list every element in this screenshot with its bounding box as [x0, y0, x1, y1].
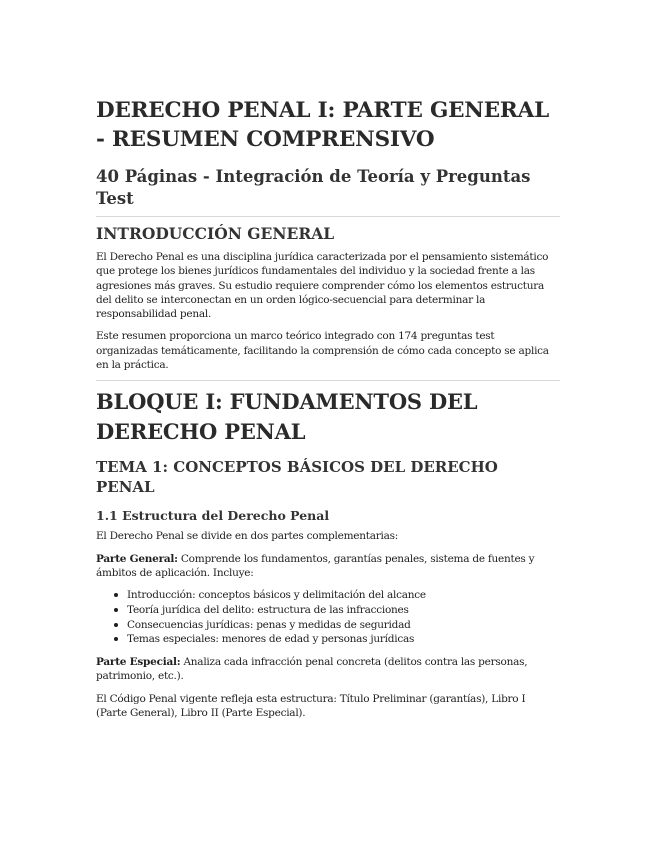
- tema-heading: TEMA 1: CONCEPTOS BÁSICOS DEL DERECHO PENAL: [96, 458, 498, 497]
- parte-general-paragraph: [96, 552, 559, 581]
- parte-especial-paragraph: [96, 655, 559, 684]
- parte-especial-label: Parte Especial:: [96, 656, 181, 669]
- parte-general-text: Comprende los fundamentos, garantías penales, sistema de fuentes y ámbitos de aplicación. Incluye:: [96, 552, 535, 579]
- block-heading: BLOQUE I: FUNDAMENTOS DEL DERECHO PENAL: [96, 389, 478, 445]
- document-title: DERECHO PENAL I: PARTE GENERAL - RESUMEN COMPRENSIVO: [96, 98, 549, 152]
- divider: [96, 216, 560, 217]
- intro-paragraph-1: El Derecho Penal es una disciplina jurídica caracterizada por el pensamiento sistemático que protege los bienes jurídicos fundamentales del individuo y la sociedad frente a las agresiones más graves. Su estudio requiere comprender cómo los elementos estructura del delito se interconectan en un orden lógico-secuencial para determinar la responsabilidad penal.: [96, 251, 549, 321]
- codigo-penal-paragraph: El Código Penal vigente refleja esta estructura: Título Preliminar (garantías), Libro I (Parte General), Libro II (Parte Especial).: [96, 692, 526, 719]
- intro-paragraph-2: Este resumen proporciona un marco teórico integrado con 174 preguntas test organizadas temáticamente, facilitando la comprensión de cómo cada concepto se aplica en la práctica.: [96, 330, 549, 372]
- parte-general-label: Parte General:: [96, 552, 178, 565]
- bullet-icon: [114, 593, 118, 597]
- divider: [96, 380, 560, 381]
- list-item: Introducción: conceptos básicos y delimitación del alcance: [127, 588, 559, 603]
- parte-especial-text: Analiza cada infracción penal concreta (delitos contra las personas, patrimonio, etc.).: [96, 656, 528, 683]
- parte-general-list: [96, 588, 559, 647]
- bullet-icon: [114, 608, 118, 612]
- intro-heading: INTRODUCCIÓN GENERAL: [96, 224, 335, 243]
- document-subtitle: 40 Páginas - Integración de Teoría y Preguntas Test: [96, 167, 531, 208]
- list-item: Teoría jurídica del delito: estructura de las infracciones: [127, 603, 559, 618]
- structure-intro: El Derecho Penal se divide en dos partes complementarias:: [96, 530, 399, 543]
- bullet-icon: [114, 637, 118, 641]
- list-item: Temas especiales: menores de edad y personas jurídicas: [127, 632, 559, 647]
- subsection-heading: 1.1 Estructura del Derecho Penal: [96, 508, 330, 524]
- list-item: Consecuencias jurídicas: penas y medidas de seguridad: [127, 618, 559, 633]
- bullet-icon: [114, 623, 118, 627]
